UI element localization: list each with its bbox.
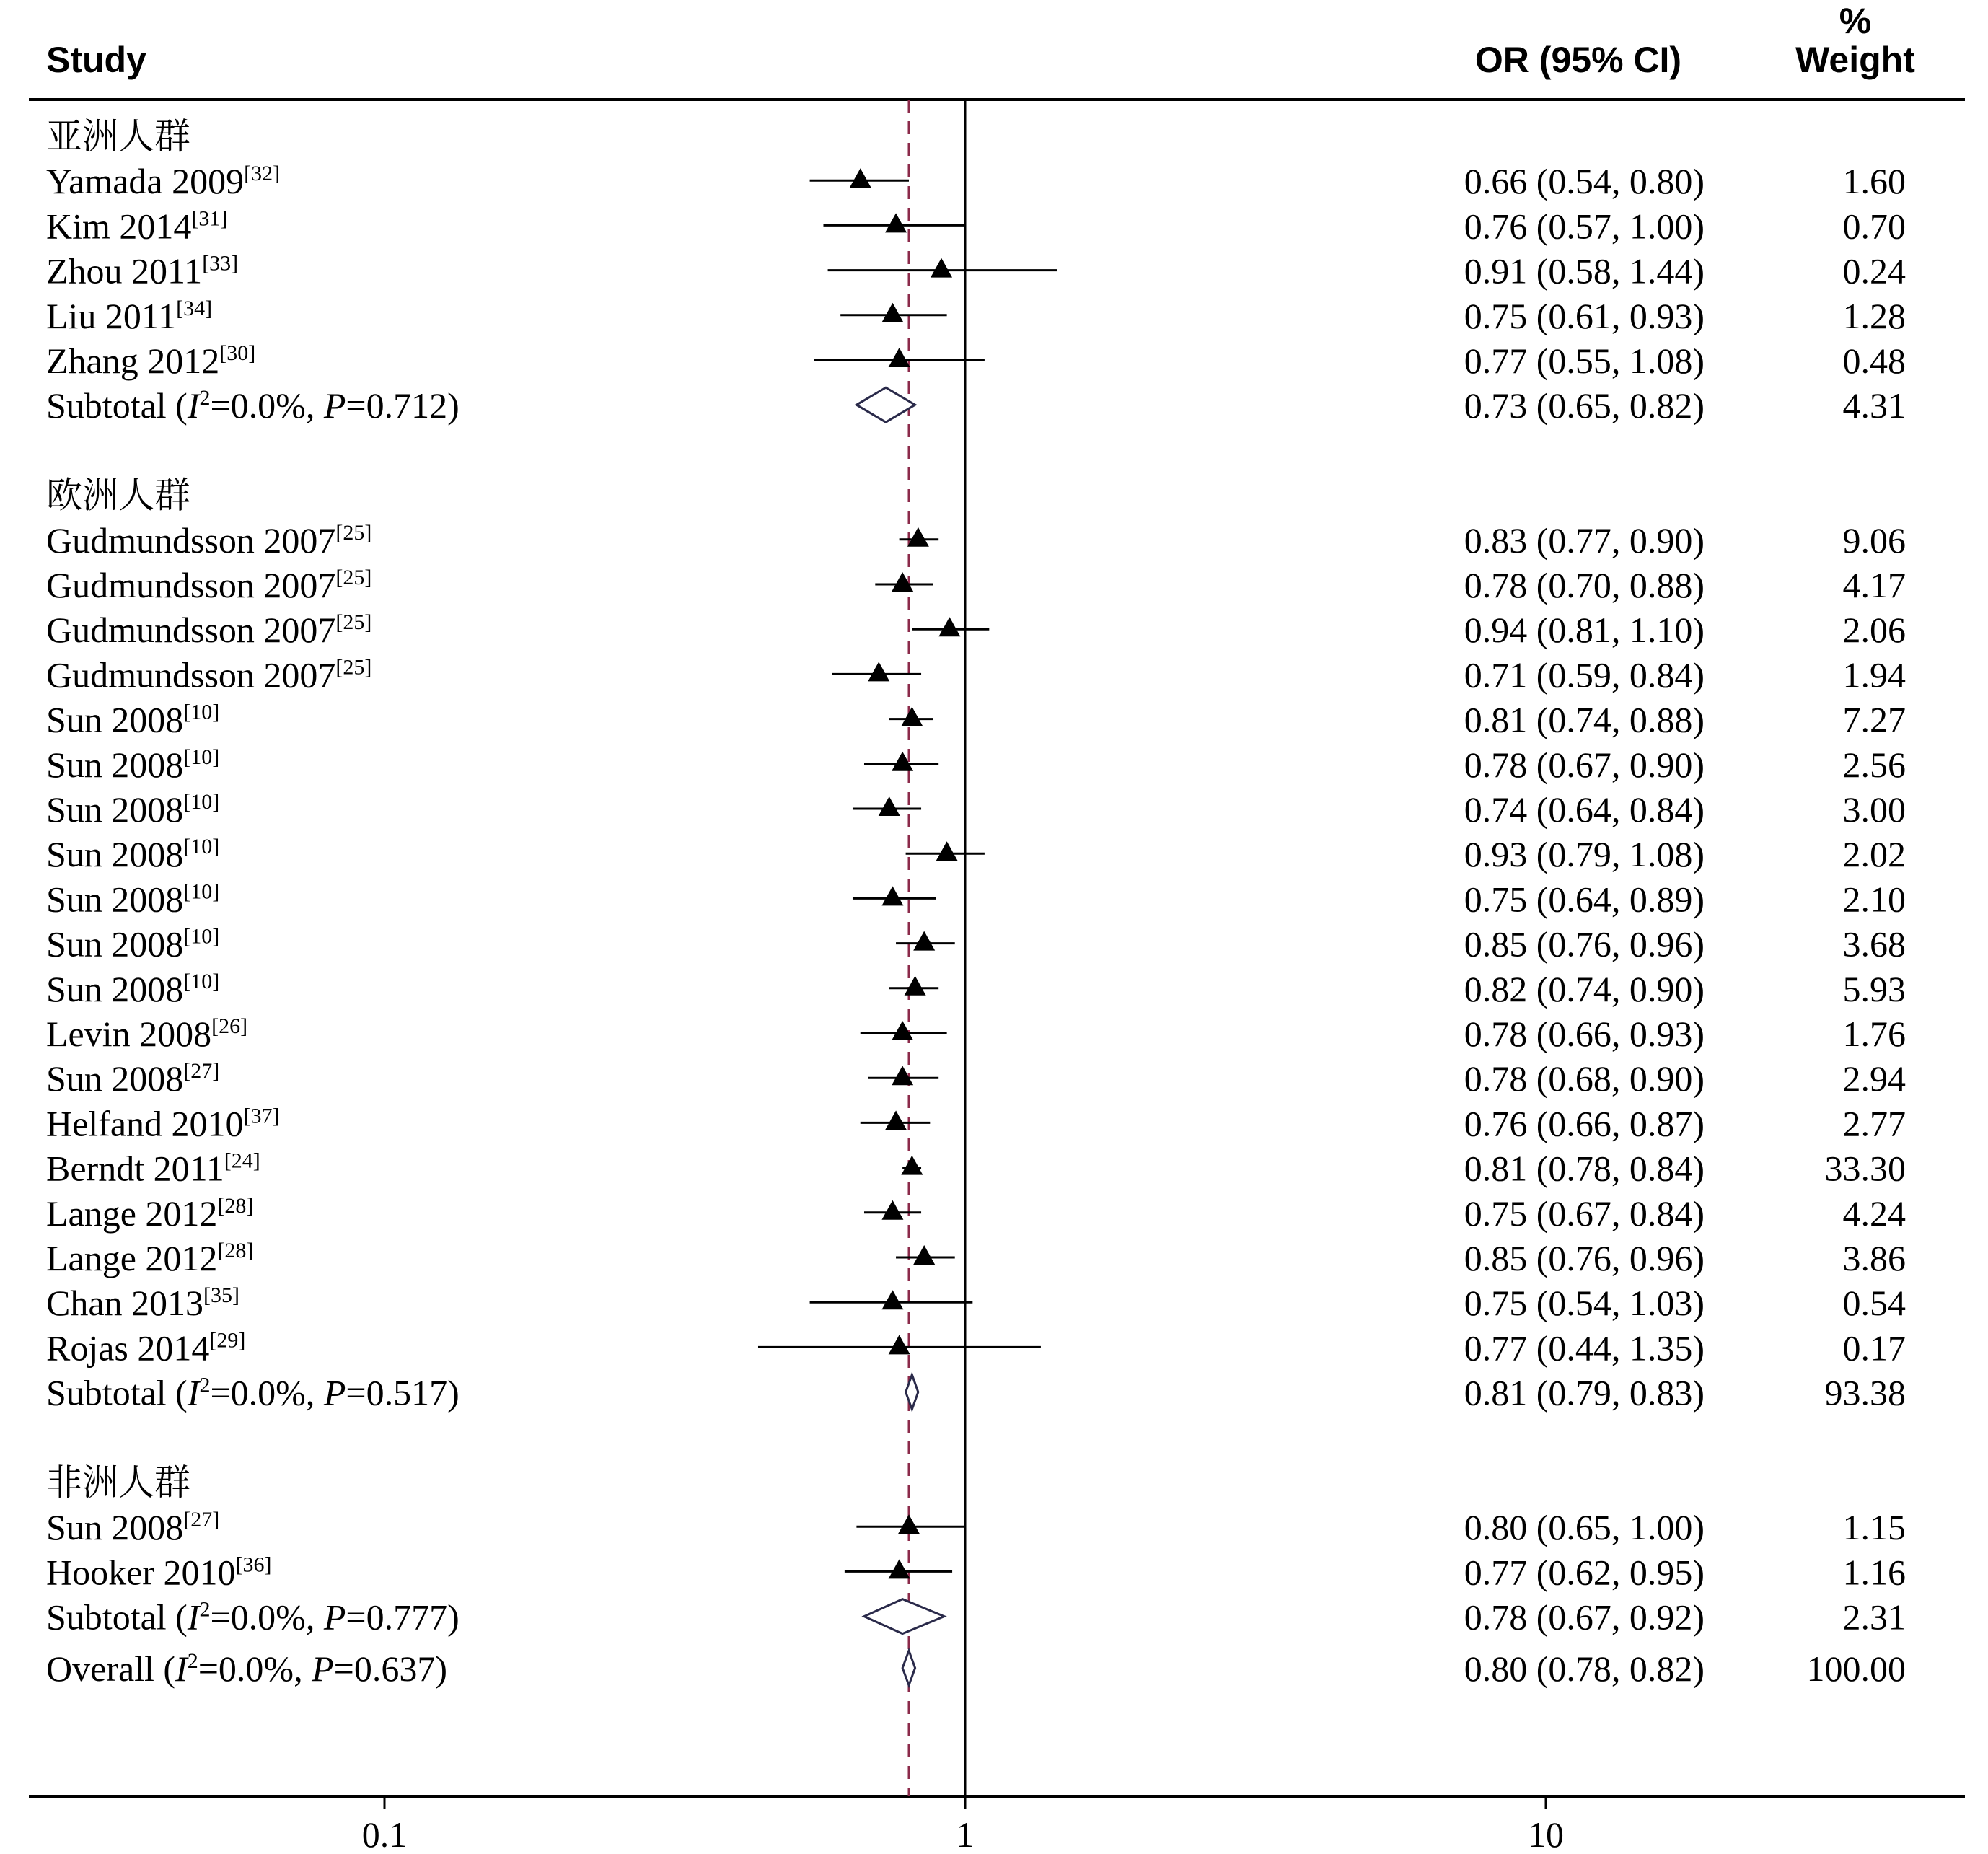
subtotal-label-text: Subtotal ( (46, 1372, 188, 1413)
ci-text: 0.74 (0.64, 0.84) (1464, 789, 1705, 830)
study-reference: [37] (243, 1104, 280, 1128)
ci-text: 0.94 (0.81, 1.10) (1464, 610, 1705, 651)
study-reference: [10] (183, 790, 220, 814)
study-name: Kim 2014 (46, 206, 192, 247)
study-name: Liu 2011 (46, 295, 177, 336)
study-name: Sun 2008 (46, 789, 184, 830)
weight-text: 7.27 (1842, 699, 1906, 740)
effect-marker (892, 1021, 913, 1040)
study-reference: [25] (335, 655, 372, 680)
ci-text: 0.81 (0.78, 0.84) (1464, 1148, 1705, 1189)
weight-text: 2.94 (1842, 1058, 1906, 1099)
study-name: Helfand 2010 (46, 1103, 244, 1144)
ci-text: 0.80 (0.78, 0.82) (1464, 1648, 1705, 1690)
study-name: Gudmundsson 2007 (46, 565, 336, 605)
effect-marker (889, 348, 910, 367)
overall-label (46, 1648, 447, 1689)
weight-text: 1.76 (1842, 1014, 1906, 1054)
weight-text: 4.24 (1842, 1192, 1906, 1234)
study-name: Hooker 2010 (46, 1552, 236, 1593)
p-symbol: P (323, 385, 346, 426)
p-value: =0.637) (333, 1648, 447, 1690)
effect-marker (850, 168, 871, 188)
study-label (46, 654, 371, 695)
study-reference: [10] (183, 700, 220, 724)
study-label (46, 1552, 271, 1592)
study-reference: [10] (183, 924, 220, 949)
subtotal-label-text: Subtotal ( (46, 1596, 188, 1638)
study-label (46, 789, 219, 830)
study-label (46, 700, 219, 740)
study-reference: [10] (183, 744, 220, 769)
study-reference: [10] (183, 835, 220, 859)
weight-text: 3.68 (1842, 923, 1906, 965)
i2-symbol: I (187, 1596, 200, 1638)
ci-text: 0.81 (0.79, 0.83) (1464, 1372, 1705, 1413)
subtotal-label (46, 385, 459, 426)
study-label (46, 879, 219, 919)
study-name: Lange 2012 (46, 1192, 218, 1234)
study-reference: [28] (217, 1239, 254, 1262)
effect-marker (901, 1156, 923, 1175)
study-name: Zhou 2011 (46, 250, 203, 291)
i2-symbol: I (187, 1372, 200, 1413)
group-label: 欧洲人群 (46, 475, 190, 516)
i2-symbol: I (175, 1648, 188, 1690)
plot-layer (46, 100, 1906, 1854)
header-weight-percent: % (1839, 1, 1872, 41)
i2-superscript: 2 (187, 1649, 198, 1674)
study-label (46, 206, 227, 246)
ci-text: 0.78 (0.70, 0.88) (1464, 565, 1705, 605)
study-name: Sun 2008 (46, 923, 184, 965)
subtotal-diamond (864, 1599, 944, 1634)
study-label (46, 565, 371, 605)
study-reference: [28] (217, 1193, 254, 1218)
weight-text: 0.17 (1842, 1327, 1906, 1368)
weight-text: 3.86 (1842, 1238, 1906, 1278)
effect-marker (907, 527, 929, 547)
study-name: Sun 2008 (46, 968, 184, 1009)
study-label (46, 341, 255, 381)
study-name: Gudmundsson 2007 (46, 610, 336, 651)
ci-text: 0.80 (0.65, 1.00) (1464, 1507, 1705, 1548)
i2-superscript: 2 (199, 386, 211, 410)
weight-text: 0.70 (1842, 206, 1906, 247)
overall-label-text: Overall ( (46, 1648, 176, 1690)
weight-text: 0.54 (1842, 1283, 1906, 1324)
study-label (46, 1058, 219, 1099)
ci-text: 0.78 (0.66, 0.93) (1464, 1014, 1705, 1054)
ci-text: 0.75 (0.67, 0.84) (1464, 1192, 1705, 1234)
x-tick-label: 0.1 (361, 1814, 408, 1854)
i2-symbol: I (187, 385, 200, 426)
p-value: =0.712) (346, 385, 459, 426)
ci-text: 0.85 (0.76, 0.96) (1464, 923, 1705, 965)
study-label (46, 924, 219, 965)
subtotal-diamond (906, 1375, 918, 1410)
study-name: Sun 2008 (46, 879, 184, 920)
weight-text: 0.48 (1842, 341, 1906, 381)
study-name: Zhang 2012 (46, 341, 220, 381)
subtotal-label (46, 1373, 459, 1413)
study-name: Gudmundsson 2007 (46, 654, 336, 695)
overall-diamond (902, 1651, 915, 1685)
header-study: Study (46, 40, 146, 80)
subtotal-label (46, 1597, 459, 1638)
study-name: Chan 2013 (46, 1283, 204, 1324)
effect-marker (892, 752, 913, 771)
study-name: Yamada 2009 (46, 161, 245, 202)
ci-text: 0.82 (0.74, 0.90) (1464, 968, 1705, 1009)
weight-text: 1.94 (1842, 654, 1906, 695)
ci-text: 0.91 (0.58, 1.44) (1464, 250, 1705, 291)
weight-text: 33.30 (1824, 1148, 1906, 1189)
weight-text: 1.16 (1842, 1552, 1906, 1593)
study-name: Rojas 2014 (46, 1327, 210, 1368)
ci-text: 0.81 (0.74, 0.88) (1464, 699, 1705, 740)
study-label (46, 161, 280, 201)
study-label (46, 610, 371, 650)
weight-text: 1.28 (1842, 295, 1906, 336)
group-label: 亚洲人群 (46, 116, 190, 157)
study-reference: [24] (224, 1148, 260, 1173)
study-name: Sun 2008 (46, 744, 184, 785)
effect-marker (885, 1110, 907, 1130)
study-reference: [29] (209, 1328, 246, 1353)
ci-text: 0.77 (0.62, 0.95) (1464, 1552, 1705, 1593)
i2-value: =0.0%, (210, 1372, 324, 1413)
effect-marker (913, 931, 935, 951)
ci-text: 0.75 (0.64, 0.89) (1464, 879, 1705, 920)
ci-text: 0.75 (0.54, 1.03) (1464, 1283, 1705, 1324)
x-tick-label: 1 (956, 1814, 975, 1854)
study-label (46, 744, 219, 785)
ci-text: 0.75 (0.61, 0.93) (1464, 295, 1705, 336)
study-reference: [25] (335, 610, 372, 635)
study-label (46, 834, 219, 874)
p-symbol: P (323, 1372, 346, 1413)
ci-text: 0.71 (0.59, 0.84) (1464, 654, 1705, 695)
study-reference: [32] (244, 162, 281, 186)
ci-text: 0.78 (0.68, 0.90) (1464, 1058, 1705, 1099)
weight-text: 2.56 (1842, 744, 1906, 785)
effect-marker (885, 213, 907, 232)
study-reference: [35] (203, 1283, 240, 1308)
i2-value: =0.0%, (210, 1596, 324, 1638)
effect-marker (879, 796, 900, 816)
effect-marker (881, 303, 903, 322)
effect-marker (881, 886, 903, 905)
study-label (46, 1014, 247, 1054)
study-reference: [10] (183, 969, 220, 993)
group-label: 非洲人群 (46, 1462, 190, 1503)
effect-marker (901, 707, 923, 726)
weight-text: 9.06 (1842, 519, 1906, 561)
study-reference: [27] (183, 1059, 220, 1084)
effect-marker (938, 617, 960, 636)
weight-text: 0.24 (1842, 250, 1906, 291)
p-symbol: P (312, 1648, 334, 1690)
study-label (46, 1148, 260, 1189)
study-label (46, 1103, 280, 1143)
p-value: =0.517) (346, 1372, 459, 1413)
study-name: Gudmundsson 2007 (46, 519, 336, 561)
weight-text: 100.00 (1806, 1648, 1906, 1690)
ci-text: 0.77 (0.55, 1.08) (1464, 341, 1705, 381)
study-name: Sun 2008 (46, 834, 184, 875)
study-label (46, 1238, 253, 1278)
study-reference: [36] (235, 1552, 272, 1577)
ci-text: 0.93 (0.79, 1.08) (1464, 834, 1705, 875)
study-reference: [25] (335, 566, 372, 589)
study-label (46, 1327, 245, 1368)
weight-text: 1.15 (1842, 1507, 1906, 1548)
weight-text: 2.06 (1842, 610, 1906, 651)
ci-text: 0.78 (0.67, 0.90) (1464, 744, 1705, 785)
weight-text: 3.00 (1842, 789, 1906, 830)
weight-text: 2.02 (1842, 834, 1906, 875)
weight-text: 2.10 (1842, 879, 1906, 920)
study-name: Berndt 2011 (46, 1148, 224, 1189)
study-label (46, 1507, 219, 1547)
i2-superscript: 2 (199, 1597, 211, 1622)
study-label (46, 1283, 239, 1323)
effect-marker (881, 1290, 903, 1309)
weight-text: 2.31 (1842, 1596, 1906, 1638)
subtotal-label-text: Subtotal ( (46, 385, 188, 426)
study-reference: [30] (219, 341, 256, 365)
weight-text: 5.93 (1842, 968, 1906, 1009)
x-tick-label: 10 (1528, 1814, 1564, 1854)
ci-text: 0.83 (0.77, 0.90) (1464, 519, 1705, 561)
ci-text: 0.78 (0.67, 0.92) (1464, 1596, 1705, 1638)
weight-text: 4.31 (1842, 385, 1906, 426)
effect-marker (892, 572, 913, 592)
effect-marker (905, 976, 926, 996)
ci-text: 0.76 (0.66, 0.87) (1464, 1103, 1705, 1144)
study-name: Lange 2012 (46, 1238, 218, 1278)
study-label (46, 520, 371, 561)
study-reference: [33] (202, 251, 239, 276)
p-value: =0.777) (346, 1596, 459, 1638)
i2-value: =0.0%, (210, 385, 324, 426)
study-reference: [27] (183, 1508, 220, 1532)
study-reference: [26] (211, 1014, 248, 1038)
study-reference: [31] (191, 206, 228, 231)
ci-text: 0.73 (0.65, 0.82) (1464, 385, 1705, 426)
ci-text: 0.85 (0.76, 0.96) (1464, 1238, 1705, 1278)
header-weight: Weight (1795, 40, 1915, 80)
study-label (46, 251, 238, 291)
effect-marker (892, 1066, 913, 1085)
study-reference: [34] (176, 296, 213, 320)
effect-marker (868, 662, 889, 681)
i2-value: =0.0%, (198, 1648, 312, 1690)
study-label (46, 296, 212, 336)
weight-text: 1.60 (1842, 161, 1906, 202)
subtotal-diamond (856, 387, 915, 422)
effect-marker (898, 1514, 920, 1534)
effect-marker (913, 1245, 935, 1265)
ci-text: 0.66 (0.54, 0.80) (1464, 161, 1705, 202)
effect-marker (889, 1335, 910, 1354)
weight-text: 93.38 (1824, 1372, 1906, 1413)
study-label (46, 969, 219, 1009)
effect-marker (881, 1200, 903, 1220)
p-symbol: P (323, 1596, 346, 1638)
study-name: Sun 2008 (46, 1058, 184, 1099)
weight-text: 4.17 (1842, 565, 1906, 605)
header-ci: OR (95% CI) (1474, 40, 1682, 80)
ci-text: 0.76 (0.57, 1.00) (1464, 206, 1705, 247)
effect-marker (931, 258, 952, 278)
study-name: Sun 2008 (46, 699, 184, 740)
study-label (46, 1193, 253, 1234)
study-name: Levin 2008 (46, 1014, 212, 1054)
study-reference: [10] (183, 879, 220, 904)
study-name: Sun 2008 (46, 1507, 184, 1548)
i2-superscript: 2 (199, 1373, 211, 1397)
effect-marker (936, 841, 958, 861)
weight-text: 2.77 (1842, 1103, 1906, 1144)
study-reference: [25] (335, 520, 372, 545)
effect-marker (889, 1559, 910, 1578)
ci-text: 0.77 (0.44, 1.35) (1464, 1327, 1705, 1368)
